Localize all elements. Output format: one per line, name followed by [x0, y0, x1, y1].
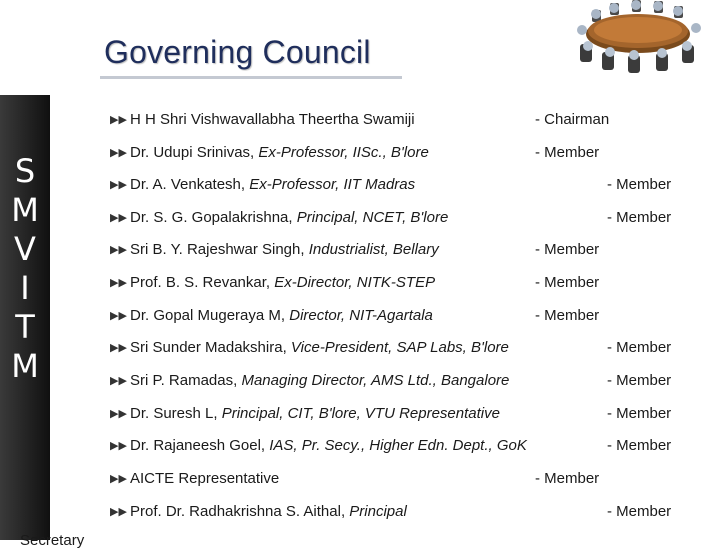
member-entry: [130, 367, 509, 395]
member-role: - Member: [535, 274, 600, 291]
list-item: [110, 139, 710, 167]
member-affiliation: Principal, NCET, B'lore: [296, 209, 449, 226]
member-name: Dr. Gopal Mugeraya M,: [130, 307, 290, 324]
member-role: - Member: [535, 470, 600, 487]
member-role: - Member: [607, 176, 672, 193]
list-item: [110, 106, 710, 134]
member-role: - Member: [607, 503, 672, 520]
member-name: Dr. S. G. Gopalakrishna,: [130, 209, 297, 226]
member-affiliation: Principal, CIT, B'lore, VTU Representative: [221, 405, 500, 422]
slide-title: Governing Council: [104, 34, 371, 70]
member-name: Sri B. Y. Rajeshwar Singh,: [130, 241, 309, 258]
member-name: Dr. Udupi Srinivas,: [130, 144, 259, 161]
bullet-icon: ▶▶: [110, 439, 127, 452]
member-affiliation: Ex-Director, NITK-STEP: [274, 274, 436, 291]
member-entry: [130, 302, 433, 330]
member-entry: [130, 334, 509, 362]
member-role: - Member: [607, 437, 672, 454]
acronym-letter: M: [11, 191, 39, 229]
member-affiliation: Ex-Professor, IISc., B'lore: [258, 144, 429, 161]
member-entry: [130, 465, 279, 493]
member-entry: [130, 171, 415, 199]
member-entry: [130, 432, 527, 460]
bullet-icon: ▶▶: [110, 243, 127, 256]
acronym-letter: M: [11, 347, 39, 385]
list-item: [110, 400, 710, 428]
member-role: - Member: [535, 241, 600, 258]
bullet-icon: ▶▶: [110, 146, 127, 159]
list-item: [110, 171, 710, 199]
bullet-icon: ▶▶: [110, 276, 127, 289]
member-entry: [130, 498, 407, 526]
member-role: - Chairman: [535, 111, 610, 128]
member-entry: [130, 236, 439, 264]
list-item: [110, 334, 710, 362]
bullet-icon: ▶▶: [110, 113, 127, 126]
list-item: [110, 432, 710, 460]
bullet-icon: ▶▶: [110, 341, 127, 354]
member-name: Sri Sunder Madakshira,: [130, 339, 291, 356]
member-affiliation: Principal: [349, 503, 407, 520]
list-item: [110, 269, 710, 297]
member-entry: [130, 106, 415, 134]
bullet-icon: ▶▶: [110, 178, 127, 191]
list-item: [110, 465, 710, 493]
member-entry: [130, 204, 448, 232]
member-role: - Member: [607, 372, 672, 389]
bullet-icon: ▶▶: [110, 211, 127, 224]
member-entry: [130, 400, 500, 428]
acronym-letter: I: [20, 269, 30, 307]
bullet-icon: ▶▶: [110, 309, 127, 322]
member-affiliation: Industrialist, Bellary: [308, 241, 439, 258]
bullet-icon: ▶▶: [110, 374, 127, 387]
member-name: Dr. A. Venkatesh,: [130, 176, 250, 193]
member-role: - Member: [535, 144, 600, 161]
member-role: - Member: [535, 307, 600, 324]
member-affiliation: Director, NIT-Agartala: [289, 307, 433, 324]
list-item: [110, 367, 710, 395]
bullet-icon: ▶▶: [110, 407, 127, 420]
acronym-letter: T: [15, 308, 35, 346]
member-name: Prof. Dr. Radhakrishna S. Aithal,: [130, 503, 350, 520]
member-role: - Member: [607, 209, 672, 226]
member-name: Sri P. Ramadas,: [130, 372, 242, 389]
member-affiliation: Ex-Professor, IIT Madras: [249, 176, 416, 193]
member-name: H H Shri Vishwavallabha Theertha Swamiji: [130, 111, 415, 128]
secretary-continuation: Secretary: [20, 532, 85, 549]
acronym-letter: S: [14, 152, 36, 190]
list-item: [110, 204, 710, 232]
member-entry: [130, 269, 435, 297]
member-name: Prof. B. S. Revankar,: [130, 274, 275, 291]
member-role: - Member: [607, 405, 672, 422]
conference-table-icon: [574, 0, 706, 74]
acronym-letter: V: [14, 230, 36, 268]
member-name: AICTE Representative: [130, 470, 280, 487]
member-entry: [130, 139, 429, 167]
list-item: [110, 498, 710, 526]
member-name: Dr. Rajaneesh Goel,: [130, 437, 270, 454]
list-item: [110, 302, 710, 330]
list-item: [110, 236, 710, 264]
member-role: - Member: [607, 339, 672, 356]
bullet-icon: ▶▶: [110, 472, 127, 485]
member-name: Dr. Suresh L,: [130, 405, 222, 422]
member-affiliation: Managing Director, AMS Ltd., Bangalore: [241, 372, 510, 389]
title-underline: [100, 76, 402, 79]
member-affiliation: Vice-President, SAP Labs, B'lore: [290, 339, 509, 356]
vertical-acronym: [0, 152, 50, 386]
bullet-icon: ▶▶: [110, 505, 127, 518]
member-affiliation: IAS, Pr. Secy., Higher Edn. Dept., GoK: [269, 437, 527, 454]
